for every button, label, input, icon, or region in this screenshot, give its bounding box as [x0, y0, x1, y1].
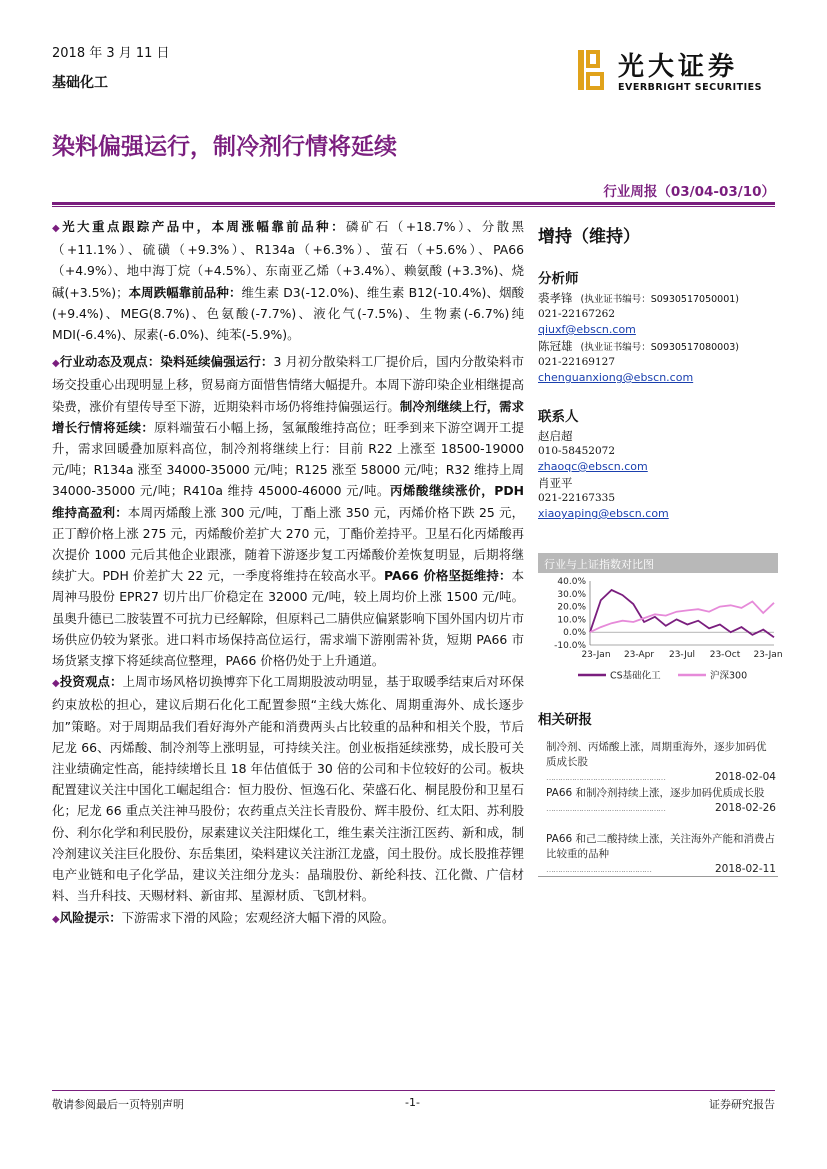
- x-tick-label: 23-Apr: [623, 650, 655, 660]
- industry-lead3: 丙烯酸继续涨价，PDH 维持高盈利：: [52, 483, 524, 520]
- related-item-3-title: PA66 和己二酸持续上涨，关注海外产能和消费占比较重的品种: [546, 833, 776, 860]
- header-rule: [52, 202, 775, 205]
- report-date: 2018 年 3 月 11 日: [52, 46, 170, 61]
- contact-1: [538, 429, 778, 474]
- industry-body4: 本周神马股份 EPR27 切片出厂价稳定在 32000 元/吨，较上周均价上涨 1500 元/吨。虽奥升德已二胺装置不可抗力已经解除，但原料己二腈供应偏紧影响下国外国内切片市场供应仍较为紧张。进口料市场保持高位运行，需求端下游刚需补货，短期 PA66 市场货紧支撑下将延续高位整理，PA66 价格仍处于上升通道。: [52, 568, 524, 669]
- x-tick-label: 23-Jan: [581, 650, 611, 660]
- sector-label: 基础化工: [52, 75, 108, 91]
- y-tick-label: 20.0%: [557, 602, 586, 613]
- y-tick-label: -10.0%: [554, 641, 586, 651]
- x-tick-label: 23-Oct: [709, 650, 741, 660]
- contact-1-email[interactable]: zhaoqc@ebscn.com: [538, 460, 648, 473]
- industry-lead4: PA66 价格坚挺维持：: [384, 568, 512, 584]
- footer-report-label: 证券研究报告: [709, 1098, 775, 1111]
- related-item-2-date: 2018-02-26: [714, 802, 776, 814]
- analyst-2-phone: 021-22169127: [538, 356, 616, 368]
- related-heading: 相关研报: [538, 712, 592, 728]
- related-item-2-title: PA66 和制冷剂持续上涨，逐步加码优质成长股: [546, 787, 765, 799]
- industry-paragraph: [52, 351, 524, 671]
- y-tick-label: 40.0%: [557, 577, 586, 587]
- investment-lead: 投资观点：: [59, 674, 123, 690]
- risk-body: 下游需求下滑的风险；宏观经济大幅下滑的风险。: [121, 909, 395, 925]
- risk-paragraph: [52, 907, 524, 930]
- investment-paragraph: [52, 671, 524, 906]
- brand-logo: [578, 46, 778, 98]
- analyst-1: [538, 291, 778, 337]
- footer-rule: [52, 1090, 775, 1091]
- related-separator: [538, 876, 778, 877]
- related-item-1-dots: ……………………………………………: [546, 773, 665, 782]
- diamond-bullet-icon: ◆: [52, 913, 60, 925]
- x-tick-label: 23-Jan: [753, 650, 783, 660]
- summary-body2: 维生素 D3(-12.0%)、维生素 B12(-10.4%)、烟酸(+9.4%)、MEG(8.7%)、色氨酸(-7.7%)、液化气(-7.5%)、生物素(-6.7%)纯 MDI(-6.4%)、尿素(-6.0%)、纯苯(-5.9%)。: [52, 284, 525, 343]
- related-item-1-title: 制冷剂、丙烯酸上涨，周期重海外，逐步加码优质成长股: [546, 741, 767, 768]
- comparison-chart: [538, 553, 783, 693]
- related-item-2[interactable]: [546, 786, 776, 816]
- contact-2-phone: 021-22167335: [538, 492, 616, 504]
- analyst-2-name: 陈冠雄: [538, 339, 573, 353]
- analyst-1-phone: 021-22167262: [538, 308, 616, 320]
- summary-paragraph: [52, 216, 524, 345]
- x-tick-label: 23-Jul: [668, 650, 696, 660]
- legend-label-1: CS基础化工: [610, 670, 661, 682]
- main-body: [52, 216, 524, 930]
- y-tick-label: 0.0%: [563, 628, 586, 639]
- analysts-heading: 分析师: [538, 271, 579, 287]
- contact-1-phone: 010-58452072: [538, 445, 616, 457]
- rating: 增持（维持）: [538, 227, 640, 247]
- diamond-bullet-icon: ◆: [52, 223, 63, 234]
- everbright-logo-icon: [578, 50, 606, 90]
- diamond-bullet-icon: ◆: [52, 678, 60, 690]
- summary-lead2: 本周跌幅靠前品种：: [128, 284, 242, 300]
- analyst-1-email[interactable]: qiuxf@ebscn.com: [538, 323, 636, 336]
- report-title: 染料偏强运行，制冷剂行情将延续: [52, 134, 397, 160]
- page-number: -1-: [405, 1096, 420, 1109]
- investment-body: 上周市场风格切换博弈下化工周期股波动明显，基于取暖季结束后对环保约束放松的担心，建议后期石化化工配置参照“主线大炼化、周期重海外、成长逐步加”策略。对于周期品我们看好海外产能和消费两头占比较重的品种和相关个股，节后尼龙 66、丙烯酸、制冷剂等上涨明显，可持续关注。创业板指延续涨势，成长股可关注业绩确定性高，能持续增长且 18 年估值低于 30 倍的公司和卡位较好的公司。板块配置建议关注中国化工崛起组合：恒力股份、恒逸石化、荣盛石化、桐昆股份和卫星石化；尼龙 66 重点关注神马股份；农药重点关注长青股份、辉丰股份、红太阳、苏利股份、利尔化学和利民股份，尿素建议关注阳煤化工，维生素关注浙江医药、新和成，制冷剂建议关注巨化股份、东岳集团，染料建议关注浙江龙盛，闰土股份。成长股推荐锂电产业链和电子化学品，建议关注细分龙头：晶瑞股份、新纶科技、江化微、广信材料、当升科技、天赐材料、新宙邦、星源材质、飞凯材料。: [52, 674, 525, 904]
- industry-body2: 原料端萤石小幅上扬，氢氟酸维持高位；旺季到来下游空调开工提升，需求回暖叠加原料高位，制冷剂将继续上行：目前 R22 上涨至 18500-19000 元/吨；R134a 涨至 34000-35000 元/吨；R125 涨至 58000 元/吨；R32 维持上周 34000-35000 元/吨；R410a 维持 45000-46000 元/吨。: [52, 419, 525, 499]
- y-tick-label: 30.0%: [557, 589, 586, 600]
- summary-lead: 光大重点跟踪产品中，本周涨幅靠前品种：: [62, 219, 347, 234]
- related-item-3-dots: ………………………………………: [546, 865, 651, 874]
- related-item-1-date: 2018-02-04: [714, 771, 776, 783]
- series-line-1: [590, 590, 774, 637]
- contact-1-name: 赵启超: [538, 429, 573, 443]
- chart-plot: [538, 573, 783, 693]
- logo-chinese-text: 光大证券: [618, 52, 739, 82]
- legend-label-2: 沪深300: [710, 670, 748, 682]
- chart-title: 行业与上证指数对比图: [538, 553, 778, 573]
- footer-disclaimer: 敬请参阅最后一页特别声明: [52, 1098, 184, 1111]
- related-item-3-date: 2018-02-11: [714, 863, 776, 875]
- related-item-3[interactable]: [546, 832, 776, 877]
- industry-body3: 本周丙烯酸上涨 300 元/吨，丁酯上涨 350 元，丙烯价格下跌 25 元，正丁醇价格上涨 275 元，丙烯酸价差扩大 270 元，丁酯价差持平。卫星石化丙烯酸再次提价 1000 元后其他企业跟涨，随着下游逐步复工丙烯酸价差恢复明显，后期将继续扩大。PDH 价差扩大 22 元，一季度将维持在较高水平。: [52, 504, 525, 584]
- related-item-1[interactable]: [546, 740, 776, 785]
- sidebar: [538, 216, 778, 521]
- analyst-2-email[interactable]: chenguanxiong@ebscn.com: [538, 371, 694, 384]
- industry-lead: 行业动态及观点：染料延续偏强运行：: [59, 354, 274, 370]
- diamond-bullet-icon: ◆: [52, 358, 60, 370]
- related-item-2-dots: ……………………………………………: [546, 804, 665, 813]
- header-rule-thin: [52, 206, 775, 207]
- y-tick-label: 10.0%: [557, 615, 586, 626]
- contact-2-email[interactable]: xiaoyaping@ebscn.com: [538, 507, 669, 520]
- industry-lead2: 制冷剂继续上行，需求增长行情将延续：: [52, 398, 524, 435]
- industry-body1: 3 月初分散染料工厂提价后，国内分散染料市场交投重心出现明显上移，贸易商方面惜售情绪大幅提升。本周下游印染企业相继提高染费，涨价有望传导至下游，近期染料市场仍将维持偏强运行。: [52, 354, 525, 414]
- series-line-2: [590, 602, 774, 633]
- summary-body: 磷矿石（+18.7%）、分散黑（+11.1%）、硫磺（+9.3%）、R134a（+6.3%）、萤石（+5.6%）、PA66（+4.9%）、地中海丁烷（+4.5%）、东南亚乙烯（+3.4%）、赖氨酸 (+3.3%)、烧碱(+3.5%)；: [52, 219, 525, 300]
- analyst-1-cert: (执业证书编号：S0930517050001): [580, 294, 740, 305]
- analyst-2-cert: (执业证书编号：S0930517080003): [580, 342, 740, 353]
- risk-lead: 风险提示：: [59, 909, 122, 925]
- analyst-2: [538, 339, 778, 385]
- contact-2: [538, 476, 778, 521]
- contacts-heading: 联系人: [538, 409, 579, 425]
- logo-english-text: EVERBRIGHT SECURITIES: [618, 82, 762, 93]
- contact-2-name: 肖亚平: [538, 476, 573, 490]
- report-type: 行业周报（03/04-03/10）: [603, 184, 775, 200]
- analyst-1-name: 裘孝锋: [538, 291, 573, 305]
